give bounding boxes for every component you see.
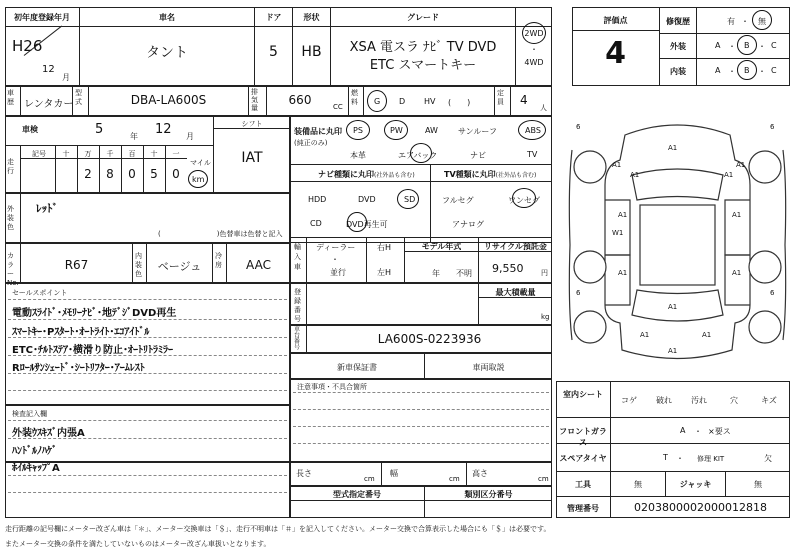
inspector-line-1: 外装ｳｽｷｽﾞ内張A (12, 428, 85, 439)
int-b: B (744, 66, 750, 75)
import-label: 輸入車 (294, 243, 301, 271)
windshield-replace: ×要ス (708, 427, 731, 436)
tread-rl: 6 (576, 289, 581, 297)
first-reg-label: 初年度登録年月 (14, 13, 70, 22)
sales-point-4: Rﾛｰﾙｻﾝｼｪｰﾄﾞ･ｼｰﾄﾘﾌﾀｰ･ｱｰﾑﾚｽﾄ (12, 363, 145, 374)
equip-tv: TV (527, 150, 538, 159)
tools-value: 無 (634, 480, 642, 489)
inspector-line-3: ﾎｲﾙｷｬｯﾌﾟA (12, 463, 60, 474)
windshield-a: A (680, 426, 686, 435)
capacity-value: 4 (520, 93, 528, 107)
tread-fl: 6 (576, 123, 581, 131)
equip-aw: AW (425, 126, 438, 135)
interior-color-label: 内装色 (135, 252, 142, 278)
grade-label: グレード (407, 13, 439, 22)
diag-label-1: A1 (668, 144, 678, 152)
tread-rr: 6 (770, 289, 775, 297)
navi-hdd: HDD (308, 195, 327, 204)
navi-sd-circle (397, 189, 419, 209)
equip-sunroof: サンルーフ (458, 127, 497, 136)
equipment-label: 装備品に丸印 (294, 127, 342, 136)
sales-points-label: セールスポイント (12, 289, 68, 297)
repair-yes: 有 (727, 17, 735, 26)
equip-pw-circle (384, 120, 408, 140)
model-label: 型式 (75, 89, 82, 106)
capacity-unit: 人 (540, 104, 547, 112)
inspection-label: 車検 (22, 125, 38, 134)
usage-value: レンタカー (24, 99, 74, 110)
inspector-extra (5, 462, 290, 518)
recycle-label: リサイクル預託金 (484, 242, 547, 251)
capacity-label: 定員 (497, 89, 504, 106)
height-label: 高さ (472, 469, 488, 478)
vehicle-name: タント (146, 45, 188, 61)
import-dealer: ディーラー (316, 243, 356, 252)
diag-label-9: A1 (618, 269, 628, 277)
recycle-yen: 円 (541, 269, 548, 277)
max-load-kg: kg (541, 313, 550, 321)
inspector-line-2: ﾊﾝﾄﾞﾙﾉﾊｹﾞ (12, 446, 57, 457)
mileage-digit-header: 万 (84, 150, 92, 158)
ac-label: 冷房 (215, 252, 222, 269)
navi-dvd-playback: DVD再生可 (346, 220, 388, 229)
color-value: ﾚｯﾄﾞ (36, 202, 58, 215)
tv-fullseg: フルセグ (442, 196, 474, 205)
notes-label: 注意事項・不具合箇所 (297, 383, 367, 391)
navi-type-note: (社外品も含む) (374, 172, 415, 179)
windshield-label: フロントガラス (559, 427, 607, 447)
model-year-label: モデル年式 (421, 242, 462, 251)
equip-navi: ナビ (470, 151, 486, 160)
type-no-label: 型式指定番号 (333, 490, 381, 499)
tv-oneseg-circle (512, 188, 536, 208)
grade-line2: ETC スマートキー (369, 58, 477, 73)
diag-label-14: A1 (702, 331, 712, 339)
drive-2wd-circle (522, 22, 546, 44)
equip-airbag: エアバック (398, 151, 438, 160)
shape-value: HB (301, 44, 322, 60)
color-label: 外装色 (7, 205, 14, 231)
equip-abs-circle (518, 120, 546, 140)
diag-label-11: A1 (668, 303, 678, 311)
era-year: H26 (12, 37, 43, 55)
model-year-unit: 年 (432, 269, 440, 278)
diag-label-8: W1 (612, 229, 624, 237)
sales-point-1: 電動ｽﾗｲﾄﾞ･ﾒﾓﾘｰﾅﾋﾞ･地ﾃﾞｼﾞDVD再生 (12, 308, 177, 319)
mileage-label: 走行 (7, 158, 14, 175)
diag-label-4: A1 (618, 211, 628, 219)
seat-item: キズ (761, 396, 777, 405)
car-diagram (560, 105, 795, 375)
dims-row (290, 462, 552, 486)
model-value: DBA-LA600S (130, 93, 207, 107)
int-c: C (771, 66, 777, 75)
equip-pw: PW (390, 126, 403, 135)
navi-dvd: DVD (358, 195, 376, 204)
inspection-month-unit: 月 (186, 132, 194, 141)
score-value: 4 (605, 36, 626, 71)
reg-no-label: 登録番号 (294, 288, 301, 323)
seat-item: 破れ (656, 396, 672, 405)
tv-type-label (444, 169, 536, 180)
length-label: 長さ (296, 469, 312, 478)
fuel-g-circle (367, 90, 387, 112)
mgmt-value: 0203800002000012818 (634, 501, 767, 514)
displacement-value: 660 (288, 93, 312, 107)
mileage-digit: 0 (172, 167, 180, 181)
exterior-label: 外装 (670, 42, 686, 51)
mileage-digit: 8 (106, 167, 114, 181)
mileage-digit-header: 十 (150, 150, 158, 158)
int-b-circle (737, 60, 757, 80)
repair-no: 無 (758, 17, 766, 26)
diag-label-2: A1 (612, 161, 622, 169)
seat-item: 汚れ (691, 396, 707, 405)
model-year-unknown: 不明 (456, 269, 472, 278)
equip-ps-circle (346, 120, 370, 140)
manual-label: 車両取説 (472, 363, 505, 372)
navi-cd: CD (310, 219, 322, 228)
int-dot2: ・ (758, 67, 766, 76)
chassis-value: LA600S-0223936 (377, 332, 482, 346)
color-note: ( )色替車は色替と記入 (158, 230, 283, 238)
interior-seat-label: 室内シート (563, 390, 603, 399)
diag-label-6: A1 (630, 171, 640, 179)
equip-abs: ABS (525, 126, 541, 135)
mileage-digit-header: 千 (106, 150, 114, 158)
ext-dot2: ・ (758, 42, 766, 51)
spare-dot: ・ (676, 454, 684, 463)
fuel-g: G (374, 97, 381, 106)
tv-oneseg: ワンセグ (508, 196, 540, 205)
doors-value: 5 (269, 44, 278, 60)
tread-fr: 6 (770, 123, 775, 131)
recycle-value: 9,550 (492, 262, 524, 275)
ext-b: B (744, 41, 750, 50)
drive-4wd: 4WD (524, 58, 544, 67)
ac-value: AAC (246, 258, 271, 272)
diag-label-7: A1 (724, 171, 734, 179)
class-no-label: 類別区分番号 (464, 490, 513, 499)
interior-label: 内装 (670, 67, 686, 76)
equip-ps: PS (353, 126, 363, 135)
shift-label: シフト (241, 120, 263, 128)
int-dot1: ・ (728, 67, 736, 76)
equip-leather: 本革 (350, 151, 366, 160)
tv-type-title: TV種類に丸印 (444, 170, 496, 179)
width-label: 幅 (390, 469, 398, 478)
tv-type-note: (社外品も含む) (495, 172, 537, 179)
spare-label: スペアタイヤ (559, 454, 607, 463)
equipment-sublabel: (純正のみ) (294, 139, 328, 147)
colorno-label: カラーNo. (7, 252, 19, 287)
import-right-h: 右H (377, 243, 392, 252)
navi-type-title: ナビ種類に丸印 (318, 170, 374, 179)
footer-line-1: 走行距離の記号欄にメーター改ざん車は「＊」、メーター交換車は「＄」、走行不明車は「＃」を記入してください。メーター交換で合算表示した場合にも「＄」は必要です。 (5, 525, 551, 533)
mileage-digit-header: 十 (62, 150, 70, 158)
width-cm: cm (449, 475, 460, 483)
spare-kit: 修理 KIT (697, 455, 725, 463)
seat-item: 穴 (730, 396, 738, 405)
repair-no-circle (752, 10, 772, 30)
diag-label-3: A1 (736, 161, 746, 169)
cc-unit: CC (333, 103, 343, 111)
fuel-other: ( ) (448, 98, 471, 107)
windshield-dot: ・ (694, 427, 702, 436)
shift-value: IAT (241, 150, 263, 166)
repair-label: 修復歴 (666, 17, 690, 26)
displacement-label: 排気量 (251, 88, 258, 112)
reg-month: 12 (42, 64, 55, 75)
height-cm: cm (538, 475, 549, 483)
score-label: 評価点 (603, 16, 628, 25)
grade-line1: XSA 電スラ ﾅﾋﾞ TV DVD (349, 40, 497, 55)
mileage-digit-header: 一 (172, 150, 180, 158)
ext-a: A (715, 41, 721, 50)
int-a: A (715, 66, 721, 75)
tools-label: 工具 (575, 480, 591, 489)
mile-label: マイル (190, 159, 211, 167)
diag-label-12: A1 (668, 347, 678, 355)
km-circle (188, 170, 208, 188)
navi-type-label (318, 169, 415, 180)
warranty-label: 新車保証書 (337, 363, 377, 372)
equip-airbag-circle (410, 143, 432, 163)
chassis-label: 車台番号 (294, 326, 301, 351)
shape-label: 形状 (303, 13, 320, 22)
mileage-digit: 0 (128, 167, 136, 181)
mileage-digit: 5 (150, 167, 158, 181)
inspection-month: 12 (155, 122, 172, 137)
inspector-label: 検査記入欄 (12, 410, 47, 418)
fuel-hv: HV (424, 97, 436, 106)
jack-label: ジャッキ (679, 480, 712, 489)
ext-b-circle (737, 35, 757, 55)
max-load-label: 最大積載量 (495, 288, 536, 297)
inspection-year: 5 (95, 122, 104, 137)
spare-none: 欠 (764, 454, 772, 463)
mileage-digit: 2 (84, 167, 92, 181)
sales-point-3: ETC･ﾁﾙﾄｽﾃｱ･横滑り防止･ｵｰﾄﾘﾄﾗﾐﾗｰ (12, 345, 173, 356)
km-label: km (192, 175, 205, 184)
jack-value: 無 (754, 480, 762, 489)
door-label: ドア (265, 13, 282, 22)
repair-dot: ・ (741, 17, 749, 26)
colorno-value: R67 (64, 258, 89, 272)
navi-sd: SD (404, 195, 416, 204)
reg-month-unit: 月 (62, 73, 70, 82)
import-parallel: 並行 (330, 268, 346, 277)
footer-line-2: またメーター交換の条件を満たしていないものはメーター改ざん車扱いとなります。 (5, 540, 271, 548)
import-dot: ・ (331, 255, 339, 264)
diag-label-13: A1 (640, 331, 650, 339)
length-cm: cm (364, 475, 375, 483)
mgmt-label: 管理番号 (567, 504, 599, 513)
spare-t: T (663, 453, 668, 462)
ext-c: C (771, 41, 777, 50)
name-label: 車名 (159, 13, 175, 22)
import-left-h: 左H (377, 268, 392, 277)
fuel-d: D (399, 97, 406, 106)
interior-color-value: ベージュ (157, 260, 202, 273)
drive-dot: ・ (530, 45, 538, 54)
fuel-label: 燃料 (351, 89, 358, 106)
seat-item: コゲ (621, 396, 637, 405)
mileage-digit-header: 百 (128, 150, 136, 158)
tv-analog: アナログ (452, 220, 484, 229)
sales-point-2: ｽﾏｰﾄｷｰ･Pｽﾀｰﾄ･ｵｰﾄﾗｲﾄ･ｴｺｱｲﾄﾞﾙ (12, 327, 150, 338)
inspection-year-unit: 年 (130, 132, 138, 141)
diag-label-10: A1 (732, 269, 742, 277)
drive-2wd: 2WD (524, 29, 544, 38)
diag-label-5: A1 (732, 211, 742, 219)
ext-dot1: ・ (728, 42, 736, 51)
mileage-sign-label: 記号 (32, 150, 46, 158)
navi-dvd-playback-circle (347, 212, 367, 232)
usage-label: 車歴 (7, 89, 14, 106)
